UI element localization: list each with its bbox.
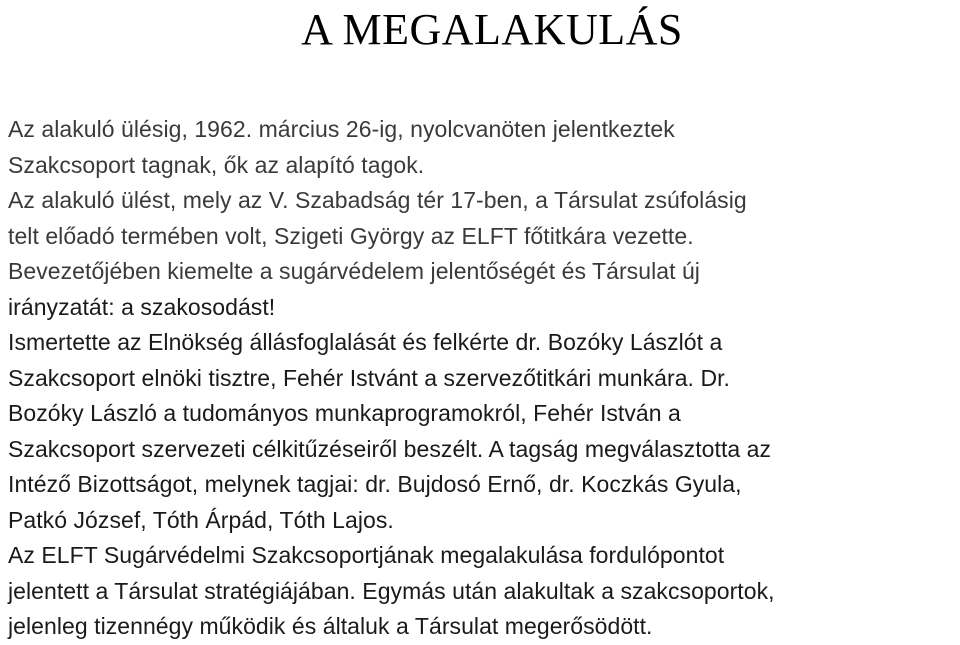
text-line: Patkó József, Tóth Árpád, Tóth Lajos. (8, 506, 394, 533)
text-line: Az alakuló ülésig, 1962. március 26-ig, nyolcvanöten jelentkeztek (8, 116, 675, 142)
text-line: irányzatát: a szakosodást! (8, 293, 276, 320)
text-line: Szakcsoport szervezeti célkitűzéseiről beszélt. A tagság megválasztotta az (8, 435, 772, 462)
text-line: Bozóky László a tudományos munkaprogramokról, Fehér István a (8, 400, 681, 426)
text-line: jelenleg tizennégy működik és általuk a Társulat megerősödött. (8, 613, 653, 639)
text-line: Az alakuló ülést, mely az V. Szabadság tér 17-ben, a Társulat zsúfolásig (8, 187, 747, 213)
text-line: Szakcsoport tagnak, ők az alapító tagok. (8, 151, 425, 178)
text-line: Bevezetőjében kiemelte a sugárvédelem jelentőségét és Társulat új (8, 258, 700, 284)
body-text (8, 112, 960, 645)
text-line: telt előadó termében volt, Szigeti György az ELFT főtitkára vezette. (8, 222, 694, 249)
text-line: jelentett a Társulat stratégiájában. Egymás után alakultak a szakcsoportok, (8, 577, 775, 604)
text-line: Az ELFT Sugárvédelmi Szakcsoportjának megalakulása fordulópontot (8, 542, 725, 568)
text-line: Ismertette az Elnökség állásfoglalását és felkérte dr. Bozóky Lászlót a (8, 329, 723, 355)
text-line: Intéző Bizottságot, melynek tagjai: dr. Bujdosó Ernő, dr. Koczkás Gyula, (8, 471, 742, 497)
text-line: Szakcsoport elnöki tisztre, Fehér Istvánt a szervezőtitkári munkára. Dr. (8, 364, 730, 391)
page-title: A MEGALAKULÁS (301, 5, 683, 54)
